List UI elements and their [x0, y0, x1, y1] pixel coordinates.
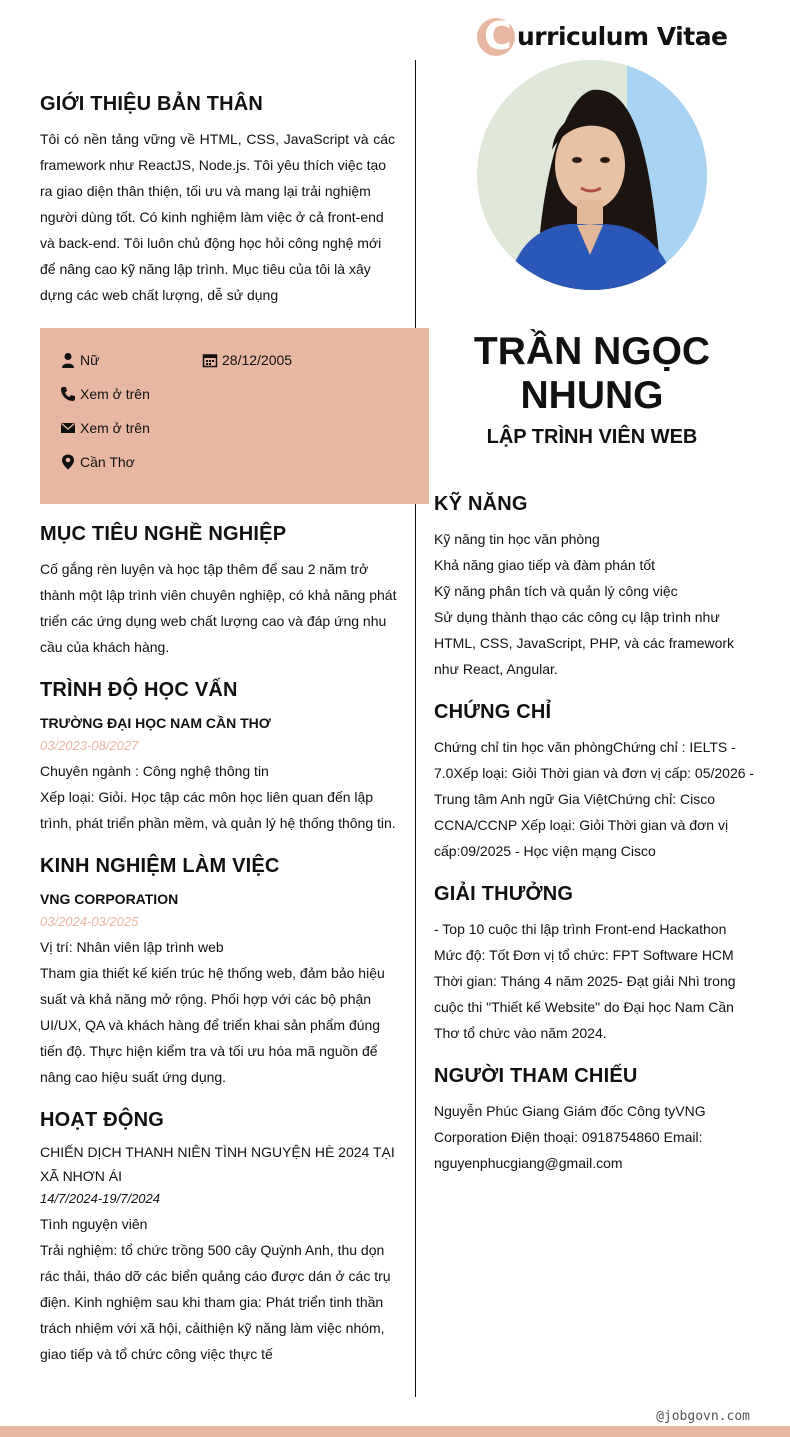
- intro-line: dựng các web chất lượng, dễ sử dụng: [40, 287, 279, 303]
- name-line-2: NHUNG: [520, 374, 664, 417]
- experience-line: suất và khả năng mở rộng. Phối hợp với các bộ phận: [40, 991, 372, 1007]
- phone-value: Xem ở trên: [80, 386, 150, 402]
- email-info: [60, 420, 150, 436]
- mail-icon: [60, 420, 76, 436]
- award-line: cuộc thi "Thiết kế Website" do Đại học Nam Cần: [434, 999, 734, 1015]
- certificate-line: Trung tâm Anh ngữ Gia ViệtChứng chỉ: Cisco: [434, 791, 715, 807]
- education-line: trình, phát triển phần mềm, và quản lý hệ thống thông tin.: [40, 815, 396, 831]
- certificate-line: CCNA/CCNP Xếp loại: Giỏi Thời gian và đơn vị: [434, 817, 729, 833]
- activity-line: trách nhiệm với xã hội, cảithiện kỹ năng làm việc nhóm,: [40, 1320, 385, 1336]
- intro-line: người dùng tốt. Có kinh nghiệm làm việc ở cả front-end: [40, 209, 384, 225]
- school-name: TRƯỜNG ĐẠI HỌC NAM CẦN THƠ: [40, 715, 271, 731]
- activity-period: 14/7/2024-19/7/2024: [40, 1191, 160, 1206]
- name-line-1: TRẦN NGỌC: [473, 330, 711, 373]
- intro-line: framework như ReactJS, Node.js. Tôi yêu thích việc tạo: [40, 157, 387, 173]
- reference-line: Corporation Điện thoại: 0918754860 Email:: [434, 1129, 703, 1145]
- objective-text: [40, 556, 395, 660]
- logo-text: urriculum Vitae: [517, 22, 728, 51]
- skill-item: HTML, CSS, JavaScript, PHP, và các framework: [434, 635, 735, 651]
- objective-line: thành một lập trình viên chuyên nghiệp, có khả năng phát: [40, 587, 397, 603]
- references-title: NGƯỜI THAM CHIẾU: [434, 1065, 638, 1087]
- location-pin-icon: [60, 454, 76, 470]
- experience-line: UI/UX, QA và khách hàng để triển khai sản phẩm đúng: [40, 1017, 381, 1033]
- certificate-line: 7.0Xếp loại: Giỏi Thời gian và đơn vị cấp: 05/2026 -: [434, 765, 755, 781]
- activity-name-line: XÃ NHƠN ÁI: [40, 1168, 123, 1184]
- activities-title: HOẠT ĐỘNG: [40, 1109, 165, 1131]
- award-line: - Top 10 cuộc thi lập trình Front-end Hackathon: [434, 921, 727, 937]
- activity-line: điện. Kinh nghiệm sau khi tham gia: Phát triển tinh thần: [40, 1294, 384, 1310]
- calendar-icon: [202, 352, 218, 368]
- experience-line: Tham gia thiết kế kiến trúc hệ thống web, đảm bảo hiệu: [40, 965, 385, 981]
- activity-detail: [40, 1237, 395, 1367]
- phone-icon: [60, 386, 76, 402]
- personal-info-box: [40, 328, 429, 504]
- intro-line: ra giao diện thân thiện, tối ưu và mang lại trải nghiệm: [40, 183, 371, 199]
- location-value: Cần Thơ: [80, 454, 135, 470]
- certificates-title: CHỨNG CHỈ: [434, 701, 552, 723]
- skill-item: Khả năng giao tiếp và đàm phán tốt: [434, 557, 656, 573]
- objective-line: Cố gắng rèn luyện và học tập thêm để sau 2 năm trở: [40, 561, 369, 577]
- awards-title: GIẢI THƯỞNG: [434, 883, 574, 905]
- candidate-name: [430, 330, 754, 418]
- person-icon: [60, 352, 76, 368]
- skill-item: Kỹ năng tin học văn phòng: [434, 531, 600, 547]
- location-info: [60, 454, 135, 470]
- experience-line: nâng cao hiệu suất ứng dụng.: [40, 1069, 227, 1085]
- objective-title: MỤC TIÊU NGHỀ NGHIỆP: [40, 523, 287, 545]
- intro-text: [40, 126, 395, 308]
- company-name: VNG CORPORATION: [40, 891, 179, 907]
- activity-name: [40, 1140, 395, 1188]
- activity-line: giao tiếp và tổ chức công việc thực tế: [40, 1346, 273, 1362]
- reference-line: Nguyễn Phúc Giang Giám đốc Công tyVNG: [434, 1103, 706, 1119]
- skills-list: [434, 526, 750, 682]
- email-value: Xem ở trên: [80, 420, 150, 436]
- activity-line: Trải nghiệm: tổ chức trồng 500 cây Quỳnh Anh, thu dọn: [40, 1242, 385, 1258]
- footer-watermark: @jobgovn.com: [656, 1409, 750, 1424]
- gender-info: [60, 352, 99, 368]
- education-detail: [40, 784, 395, 836]
- experience-period: 03/2024-03/2025: [40, 914, 139, 929]
- gender-value: Nữ: [80, 352, 100, 368]
- award-line: Thơ tổ chức vào năm 2024.: [434, 1025, 607, 1041]
- column-divider: [415, 60, 416, 1397]
- objective-line: cầu của khách hàng.: [40, 639, 170, 655]
- certificate-line: Chứng chỉ tin học văn phòngChứng chỉ : IELTS -: [434, 739, 736, 755]
- skill-item: như React, Angular.: [434, 661, 558, 677]
- profile-photo: [477, 60, 707, 290]
- activity-line: rác thải, tháo dỡ các biển quảng cáo được dán ở các trụ: [40, 1268, 391, 1284]
- certificates-text: [434, 734, 755, 864]
- intro-line: và back-end. Tôi luôn chủ động học hỏi công nghệ mới: [40, 235, 382, 251]
- education-line: Xếp loại: Giỏi. Học tập các môn học liên quan đến lập: [40, 789, 374, 805]
- logo-letter: C: [484, 14, 512, 58]
- intro-line: Tôi có nền tảng vững về HTML, CSS, JavaScript và các: [40, 131, 395, 147]
- education-period: 03/2023-08/2027: [40, 738, 139, 753]
- job-title: LẬP TRÌNH VIÊN WEB: [486, 426, 698, 448]
- certificate-line: cấp:09/2025 - Học viện mạng Cisco: [434, 843, 656, 859]
- experience-title: KINH NGHIỆM LÀM VIỆC: [40, 855, 280, 877]
- award-line: Mức độ: Tốt Đơn vị tổ chức: FPT Software HCM: [434, 947, 734, 963]
- experience-detail: [40, 960, 395, 1090]
- cv-logo: [477, 14, 728, 60]
- experience-line: tiến độ. Thực hiện kiểm tra và tối ưu hóa mã nguồn để: [40, 1043, 378, 1059]
- awards-text: [434, 916, 750, 1046]
- activity-role: Tình nguyện viên: [40, 1216, 148, 1232]
- experience-position: Vị trí: Nhân viên lập trình web: [40, 939, 224, 955]
- education-major: Chuyên ngành : Công nghệ thông tin: [40, 763, 269, 779]
- skills-title: KỸ NĂNG: [434, 493, 528, 515]
- birthday-info: [202, 352, 292, 368]
- references-text: [434, 1098, 750, 1176]
- education-title: TRÌNH ĐỘ HỌC VẤN: [40, 679, 238, 701]
- award-line: Thời gian: Tháng 4 năm 2025- Đạt giải Nhì trong: [434, 973, 736, 989]
- skill-item: Kỹ năng phân tích và quản lý công việc: [434, 583, 678, 599]
- phone-info: [60, 386, 150, 402]
- intro-title: GIỚI THIỆU BẢN THÂN: [40, 93, 264, 115]
- activity-name-line: CHIẾN DỊCH THANH NIÊN TÌNH NGUYỆN HÈ 2024 TẠI: [40, 1144, 395, 1160]
- birthday-value: 28/12/2005: [222, 352, 293, 368]
- intro-line: để nâng cao kỹ năng lập trình. Mục tiêu của tôi là xây: [40, 261, 371, 277]
- footer-bar: [0, 1426, 790, 1437]
- skill-item: Sử dụng thành thạo các công cụ lập trình như: [434, 609, 720, 625]
- objective-line: triển các ứng dụng web chất lượng cao và đáp ứng nhu: [40, 613, 387, 629]
- reference-line: nguyenphucgiang@gmail.com: [434, 1155, 623, 1171]
